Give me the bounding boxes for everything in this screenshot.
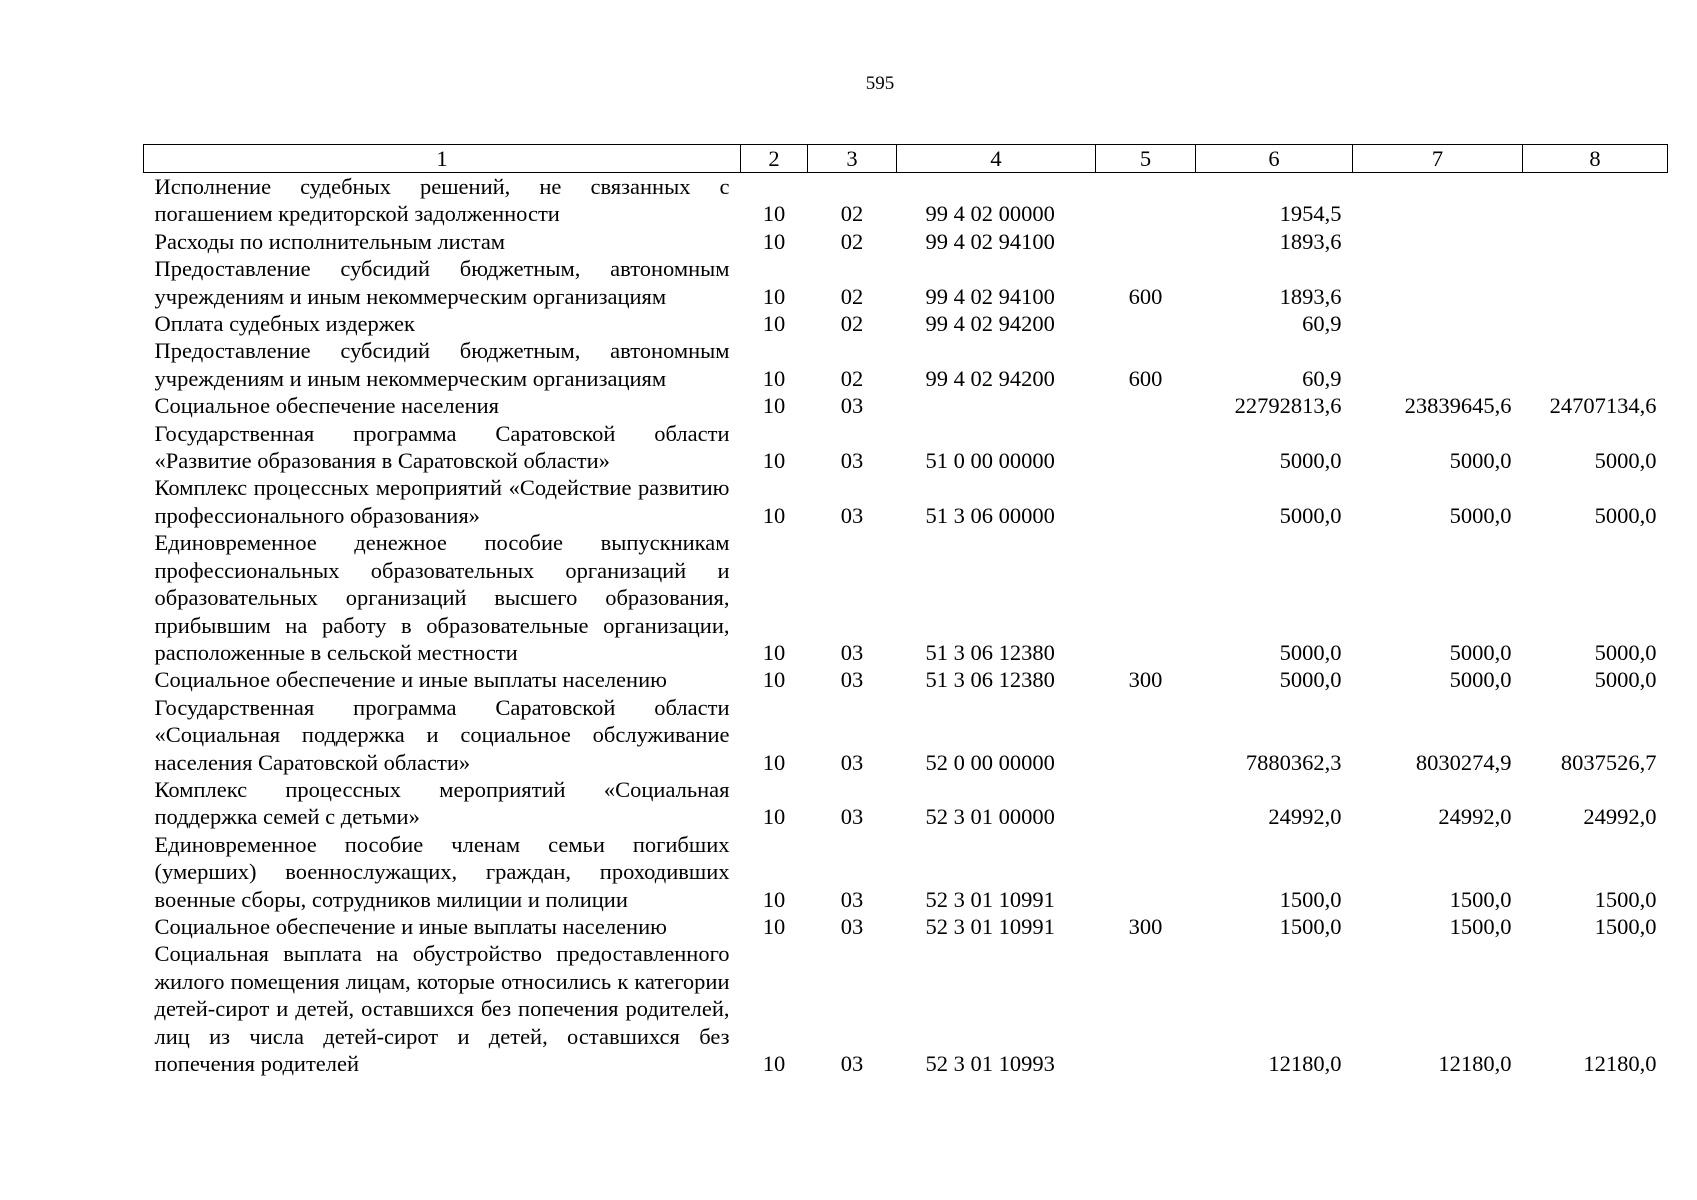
row-subsection: 03 [840,502,864,528]
row-target-code: 99 4 02 94200 [925,365,1055,391]
row-target-code: 52 3 01 10991 [925,886,1055,912]
row-subsection: 03 [840,804,864,830]
column-header: 1 [144,145,741,173]
row-value-col8: 8037526,7 [1560,749,1657,775]
row-name: Комплекс процессных мероприятий «Социальная поддержка семей с детьми» [154,776,730,830]
row-value-col6: 5000,0 [1279,502,1342,528]
row-subsection: 03 [840,667,864,693]
row-value-col7: 8030274,9 [1415,749,1512,775]
row-expense-type [1096,420,1196,475]
row-expense-type [1096,310,1196,337]
row-target-code: 99 4 02 94100 [925,283,1055,309]
table-row [144,831,1668,913]
row-subsection: 03 [840,639,864,665]
row-value-col6: 1954,5 [1279,201,1342,227]
row-section: 10 [762,913,786,939]
row-expense-type [1096,173,1196,228]
row-section: 10 [762,667,786,693]
row-expense-type [1096,474,1196,529]
row-target-code: 52 3 01 00000 [925,804,1055,830]
row-value-col7: 5000,0 [1449,502,1512,528]
row-value-col8 [1523,228,1668,255]
row-section: 10 [762,639,786,665]
table-row [144,529,1668,666]
row-name: Расходы по исполнительным листам [154,228,506,254]
column-header: 7 [1353,145,1523,173]
row-value-col8: 12180,0 [1583,1051,1657,1076]
table-row [144,392,1668,419]
column-header: 8 [1523,145,1668,173]
table-row [144,913,1668,940]
row-value-col7: 23839645,6 [1404,393,1512,419]
row-section: 10 [762,502,786,528]
row-target-code: 99 4 02 00000 [925,201,1055,227]
row-expense-type: 300 [1128,913,1163,939]
row-value-col7 [1353,255,1523,310]
row-value-col6: 1893,6 [1279,228,1342,254]
row-section: 10 [762,1051,786,1076]
row-name: Предоставление субсидий бюджетным, автономным учреждениям и иным некоммерческим организациям [154,338,730,391]
row-value-col6: 22792813,6 [1234,393,1342,419]
row-value-col6: 60,9 [1302,311,1342,337]
row-subsection: 02 [840,365,864,391]
row-subsection: 02 [840,228,864,254]
row-value-col8 [1523,310,1668,337]
row-name: Социальное обеспечение и иные выплаты населению [154,667,667,693]
row-section: 10 [762,886,786,912]
column-header: 5 [1096,145,1196,173]
table-row [144,420,1668,475]
row-value-col8: 24707134,6 [1549,393,1657,419]
row-section: 10 [762,228,786,254]
row-section: 10 [762,283,786,309]
row-section: 10 [762,749,786,775]
row-expense-type: 600 [1128,283,1163,309]
row-section: 10 [762,311,786,337]
row-subsection: 03 [840,1051,864,1076]
row-subsection: 03 [840,886,864,912]
row-value-col8: 24992,0 [1583,804,1657,830]
row-value-col7 [1353,310,1523,337]
row-value-col8: 1500,0 [1594,913,1657,939]
row-value-col8: 5000,0 [1594,448,1657,474]
row-value-col6: 1500,0 [1279,913,1342,939]
row-name: Социальная выплата на обустройство предоставленного жилого помещения лицам, которые относились к категории детей-сирот и детей, оставшихся без попечения родителей, лиц из числа детей-сирот и детей, оставшихся без попечения родителей [154,941,730,1076]
row-name: Исполнение судебных решений, не связанных с погашением кредиторской задолженности [154,174,730,227]
row-section: 10 [762,804,786,830]
row-value-col6: 5000,0 [1279,448,1342,474]
row-target-code: 52 3 01 10991 [925,913,1055,939]
row-name: Государственная программа Саратовской области «Развитие образования в Саратовской области» [154,420,730,474]
table-row [144,337,1668,392]
table-row [144,940,1668,1077]
row-section: 10 [762,448,786,474]
row-subsection: 02 [840,311,864,337]
row-value-col6: 1500,0 [1279,886,1342,912]
row-value-col8 [1523,255,1668,310]
row-target-code: 52 3 01 10993 [925,1051,1055,1076]
row-name: Предоставление субсидий бюджетным, автономным учреждениям и иным некоммерческим организациям [154,256,730,309]
row-subsection: 03 [840,448,864,474]
header-row [144,145,1668,173]
row-value-col7: 1500,0 [1449,886,1512,912]
column-header: 2 [741,145,808,173]
row-value-col6: 7880362,3 [1245,749,1342,775]
page-number: 595 [865,73,895,94]
table-row [144,173,1668,228]
table-row [144,228,1668,255]
row-target-code: 51 3 06 00000 [925,502,1055,528]
row-expense-type [1096,694,1196,776]
row-section: 10 [762,393,786,419]
row-name: Государственная программа Саратовской области «Социальная поддержка и социальное обслуживание населения Саратовской области» [154,694,730,775]
row-target-code: 99 4 02 94200 [925,311,1055,337]
row-expense-type [1096,228,1196,255]
row-subsection: 03 [840,749,864,775]
row-value-col6: 60,9 [1302,365,1342,391]
row-value-col6: 1893,6 [1279,283,1342,309]
row-target-code: 99 4 02 94100 [925,228,1055,254]
row-value-col8: 5000,0 [1594,639,1657,665]
table-row [144,310,1668,337]
row-value-col8: 1500,0 [1594,886,1657,912]
row-name: Социальное обеспечение и иные выплаты населению [154,913,667,939]
row-target-code: 52 0 00 00000 [925,749,1055,775]
row-value-col7: 1500,0 [1449,913,1512,939]
row-target-code: 51 3 06 12380 [925,667,1055,693]
row-value-col7: 5000,0 [1449,667,1512,693]
column-header: 3 [808,145,897,173]
row-subsection: 03 [840,913,864,939]
row-expense-type [1096,940,1196,1077]
row-expense-type [1096,529,1196,666]
row-name: Единовременное пособие членам семьи погибших (умерших) военнослужащих, граждан, проходивших военные сборы, сотрудников милиции и полиции [154,831,730,912]
row-section: 10 [762,365,786,391]
column-header: 6 [1196,145,1353,173]
row-value-col6: 12180,0 [1268,1051,1342,1076]
row-expense-type: 600 [1128,365,1163,391]
row-name: Социальное обеспечение населения [154,393,500,419]
row-target-code: 51 0 00 00000 [925,448,1055,474]
row-subsection: 03 [840,393,864,419]
row-expense-type [1096,776,1196,831]
budget-table [143,144,1668,1077]
row-name: Комплекс процессных мероприятий «Содействие развитию профессионального образования» [154,475,730,528]
row-value-col7: 5000,0 [1449,448,1512,474]
table-row [144,776,1668,831]
column-header: 4 [897,145,1096,173]
row-value-col7: 24992,0 [1438,804,1512,830]
row-value-col7: 12180,0 [1438,1051,1512,1076]
row-value-col8: 5000,0 [1594,502,1657,528]
row-value-col7 [1353,173,1523,228]
row-target-code [897,392,1096,419]
row-value-col8 [1523,337,1668,392]
row-expense-type: 300 [1128,667,1163,693]
row-value-col6: 5000,0 [1279,667,1342,693]
row-value-col8 [1523,173,1668,228]
row-section: 10 [762,201,786,227]
table-row [144,474,1668,529]
table-row [144,694,1668,776]
row-name: Оплата судебных издержек [154,311,415,337]
row-expense-type [1096,392,1196,419]
row-value-col7 [1353,337,1523,392]
table-row [144,666,1668,693]
table-row [144,255,1668,310]
row-value-col6: 24992,0 [1268,804,1342,830]
row-subsection: 02 [840,201,864,227]
row-name: Единовременное денежное пособие выпускникам профессиональных образовательных организаций и образовательных организаций высшего образования, прибывшим на работу в образовательные организации, расположенные в сельской местности [154,530,730,665]
row-value-col6: 5000,0 [1279,639,1342,665]
table-body [144,173,1668,1078]
row-target-code: 51 3 06 12380 [925,639,1055,665]
row-value-col7: 5000,0 [1449,639,1512,665]
row-expense-type [1096,831,1196,913]
row-value-col8: 5000,0 [1594,667,1657,693]
row-value-col7 [1353,228,1523,255]
row-subsection: 02 [840,283,864,309]
